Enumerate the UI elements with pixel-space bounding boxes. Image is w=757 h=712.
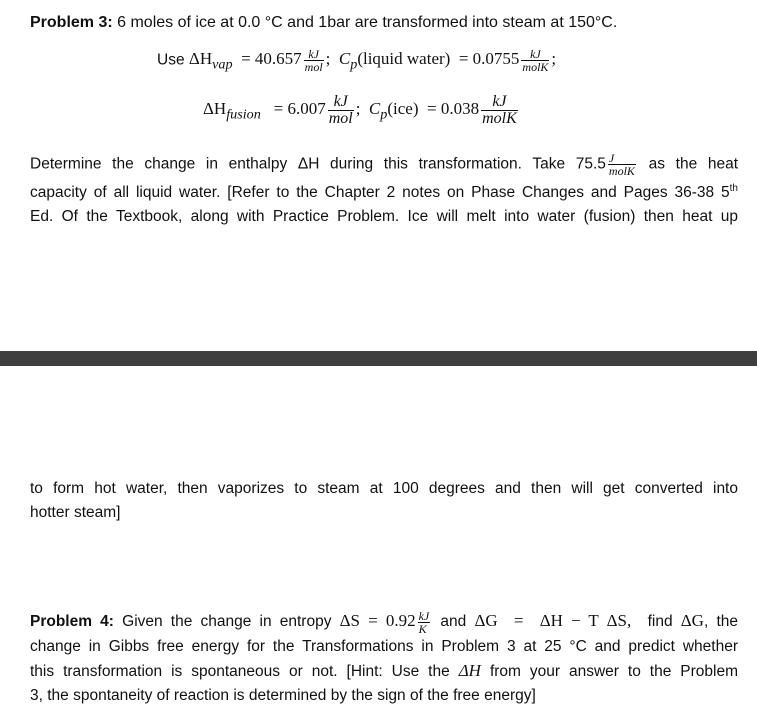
- unit-numerator: kJ: [521, 48, 549, 61]
- hint-dh-symbol: ΔH: [458, 660, 481, 680]
- problem4-line-1: [30, 609, 738, 635]
- gibbs-expression: ΔG = ΔH − T ΔS,: [474, 611, 632, 630]
- find-dg-symbol: ΔG: [680, 611, 704, 630]
- cp-liquid-symbol: C: [338, 49, 351, 69]
- h-vap-value: 40.657: [254, 49, 302, 69]
- continuation-line-1-text: to form hot water, then vaporizes to steam at 100 degrees and then will get converted into: [30, 480, 738, 497]
- body-line-2: [30, 177, 738, 205]
- problem4-line-3: [30, 659, 738, 684]
- continuation-line-2: [30, 501, 738, 525]
- body-line-3: [30, 205, 738, 229]
- cp-ice-paren: (ice): [387, 99, 419, 119]
- dg-formula: ΔH − T ΔS,: [539, 611, 632, 630]
- dg-symbol: ΔG: [474, 611, 498, 630]
- unit-numerator: kJ: [328, 94, 354, 111]
- problem3-body: [30, 152, 738, 229]
- cp-ice-symbol: C: [368, 99, 381, 119]
- page-break-bar: [0, 351, 757, 366]
- cp-liquid-unit-fraction: [521, 48, 549, 73]
- cp-ice-value: 0.038: [440, 99, 480, 119]
- problem4-line-3-a: this transformation is spontaneous or not. [Hint: Use the: [30, 662, 450, 680]
- h-vap-symbol: ΔH: [188, 49, 213, 69]
- problem3-label: Problem 3:: [30, 14, 113, 31]
- use-word: Use: [157, 51, 185, 69]
- h-fusion-expression: $\Delta H_{fusion} = 6.007$ $\frac{kJ}{\text{mol}}$ ; $C_p(ice) = 0.038$ $\frac{kJ}{\text{molK}}$: [203, 93, 517, 127]
- cp-ice-unit-fraction: [481, 94, 518, 127]
- unit-denominator: K: [418, 621, 427, 636]
- unit-numerator: kJ: [418, 608, 430, 623]
- equation-line-1: [157, 48, 556, 74]
- problem3-heading: [30, 14, 617, 32]
- h-fusion-subscript: fusion: [226, 106, 261, 123]
- continuation-line-2-text: hotter steam]: [30, 504, 121, 521]
- entropy-expression: ΔS = 0.92 $\frac{kJ}{K}$: [339, 608, 430, 636]
- problem3-statement: 6 moles of ice at 0.0 °C and 1bar are transformed into steam at 150°C.: [112, 14, 618, 31]
- ds-value: 0.92: [385, 611, 416, 630]
- problem4-body: [30, 609, 738, 708]
- and-word: and: [440, 613, 467, 630]
- problem4-line-4: [30, 684, 738, 708]
- unit-denominator: molK: [522, 60, 549, 74]
- h-fusion-unit-fraction: [328, 94, 354, 127]
- body-line-1-end: as the heat: [648, 155, 739, 173]
- body-line-2-text: capacity of all liquid water. [Refer to the Chapter 2 notes on Phase Changes and Pages 36-38 5: [30, 184, 730, 202]
- problem4-line-4-text: 3, the spontaneity of reaction is determined by the sign of the free energy]: [30, 686, 536, 704]
- heat-capacity-unit-fraction: [608, 152, 636, 177]
- unit-denominator: molK: [608, 164, 635, 178]
- problem4-intro: Given the change in entropy: [113, 613, 332, 630]
- cp-liquid-paren: (liquid water): [357, 49, 451, 69]
- after-find-text: , the: [703, 613, 738, 630]
- problem4-line-2-text: change in Gibbs free energy for the Transformations in Problem 3 at 25 °C and predict whether: [30, 637, 738, 655]
- find-word: find: [647, 613, 673, 630]
- cp-liquid-value: 0.0755: [472, 49, 520, 69]
- h-vap-expression: $\Delta H_{vap} = 40.657$ $\frac{kJ}{\text{mol}}$ ; $C_p(liquid$ water) = 0.0755 $\frac{kJ}{\text{molK}}$ ;: [188, 47, 557, 74]
- problem3-continuation: [30, 477, 738, 525]
- h-fusion-value: 6.007: [287, 99, 326, 119]
- unit-denominator: molK: [482, 110, 517, 127]
- body-line-3-text: Ed. Of the Textbook, along with Practice Problem. Ice will melt into water (fusion) then heat up: [30, 208, 738, 226]
- ds-symbol: ΔS: [339, 611, 361, 630]
- problem4-line-2: [30, 635, 738, 659]
- h-fusion-symbol: ΔH: [203, 99, 227, 119]
- continuation-line-1: [30, 477, 738, 501]
- unit-numerator: kJ: [481, 94, 518, 111]
- problem4-line-3-b: from your answer to the Problem: [489, 662, 739, 680]
- cp-ice-subscript: p: [380, 106, 388, 123]
- h-vap-unit-fraction: [304, 48, 324, 73]
- equation-line-2: [203, 94, 520, 127]
- h-vap-subscript: vap: [212, 56, 233, 73]
- entropy-unit-fraction: [418, 610, 431, 635]
- cp-liquid-subscript: p: [350, 56, 358, 73]
- body-line-1: [30, 152, 738, 177]
- unit-denominator: mol: [328, 110, 353, 127]
- body-line-1-text: Determine the change in enthalpy ΔH during this transformation. Take 75.5: [30, 155, 606, 173]
- edition-superscript: th: [729, 183, 738, 194]
- unit-denominator: mol: [304, 60, 323, 74]
- problem4-label: Problem 4:: [30, 613, 114, 630]
- unit-numerator: J: [608, 152, 636, 165]
- unit-numerator: kJ: [304, 48, 324, 61]
